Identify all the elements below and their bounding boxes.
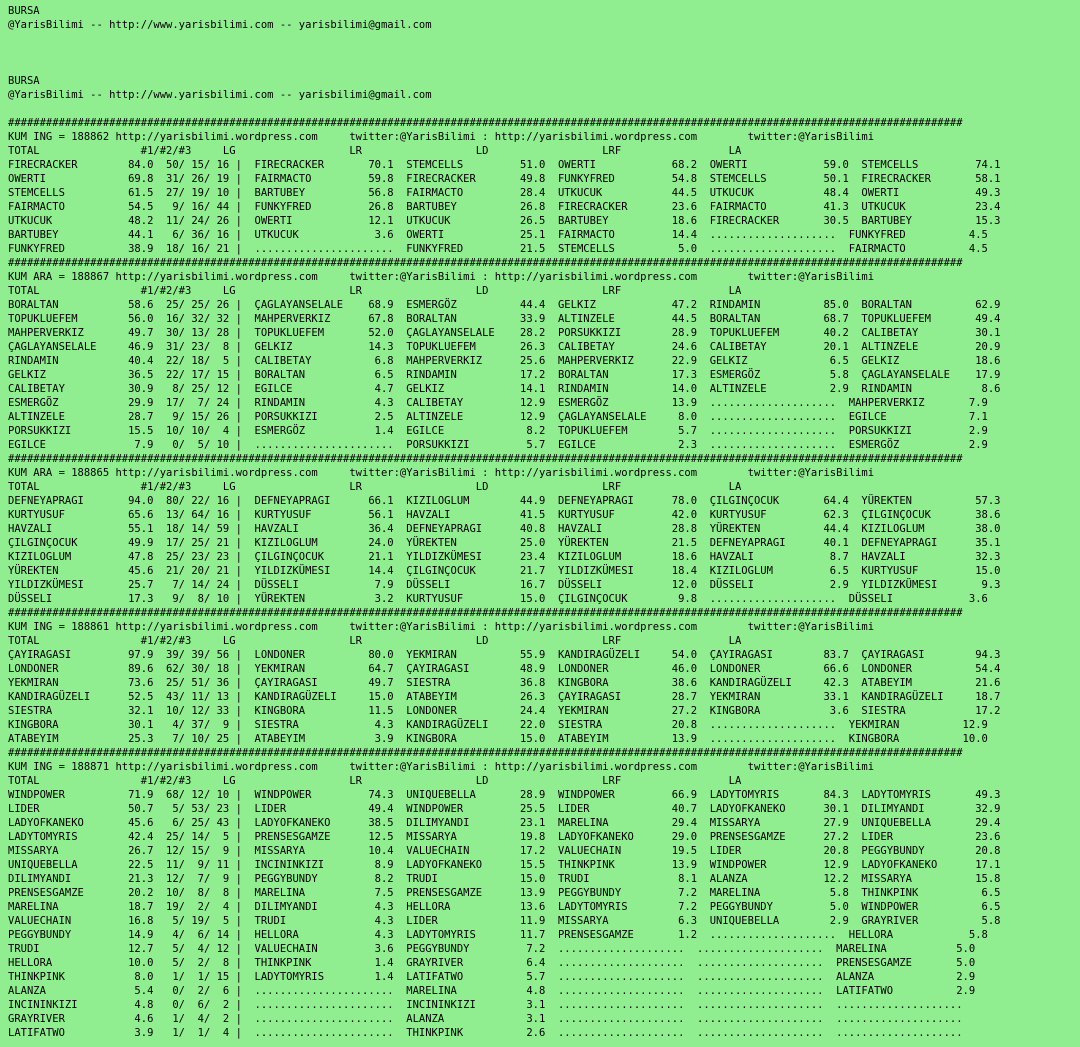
spacer <box>8 46 1072 60</box>
race-header-line: KUM ING = 188861 http://yarisbilimi.wordpress.com twitter:@YarisBilimi : http://yarisbilimi.wordpress.com twitter:@YarisBilimi <box>8 621 875 633</box>
result-row: LADYTOMYRIS 42.4 25/ 14/ 5 | PRENSESGAMZE 12.5 MISSARYA 19.8 LADYOFKANEKO 29.0 PRENSESGAMZE 27.2 LIDER 23.6 <box>8 831 1001 843</box>
result-row: YILDIZKÜMESI 25.7 7/ 14/ 24 | DÜSSELI 7.9 DÜSSELI 16.7 DÜSSELI 12.0 DÜSSELI 2.9 YILDIZKÜMESI 9.3 <box>8 579 1001 591</box>
result-row: FAIRMACTO 54.5 9/ 16/ 44 | FUNKYFRED 26.8 BARTUBEY 26.8 FIRECRACKER 23.6 FAIRMACTO 41.3 UTKUCUK 23.4 <box>8 201 1001 213</box>
result-row: ALANZA 5.4 0/ 2/ 6 | ...................... MARELINA 4.8 .................... .................... LATIFATWO 2.9 <box>8 985 976 997</box>
column-header-line: TOTAL #1/#2/#3 LG LR LD LRF LA <box>8 285 742 297</box>
result-row: KANDIRAGÜZELI 52.5 43/ 11/ 13 | KANDIRAGÜZELI 15.0 ATABEYIM 26.3 ÇAYIRAGASI 28.7 YEKMIRAN 33.1 KANDIRAGÜZELI 18.7 <box>8 691 1001 703</box>
result-row: KIZILOGLUM 47.8 25/ 23/ 23 | ÇILGINÇOCUK 21.1 YILDIZKÜMESI 23.4 KIZILOGLUM 18.6 HAVZALI 8.7 HAVZALI 32.3 <box>8 551 1001 563</box>
result-row: FUNKYFRED 38.9 18/ 16/ 21 | ...................... FUNKYFRED 21.5 STEMCELLS 5.0 .................... FAIRMACTO 4.5 <box>8 243 988 255</box>
column-header-line: TOTAL #1/#2/#3 LG LR LD LRF LA <box>8 775 742 787</box>
report-title: BURSA <box>8 5 40 17</box>
report-contact-repeat: @YarisBilimi -- http://www.yarisbilimi.com -- yarisbilimi@gmail.com <box>8 89 432 101</box>
column-header-line: TOTAL #1/#2/#3 LG LR LD LRF LA <box>8 481 742 493</box>
result-row: VALUECHAIN 16.8 5/ 19/ 5 | TRUDI 4.3 LIDER 11.9 MISSARYA 6.3 UNIQUEBELLA 2.9 GRAYRIVER 5.8 <box>8 915 1001 927</box>
report-body <box>8 116 1072 1040</box>
result-row: HAVZALI 55.1 18/ 14/ 59 | HAVZALI 36.4 DEFNEYAPRAGI 40.8 HAVZALI 28.8 YÜREKTEN 44.4 KIZILOGLUM 38.0 <box>8 523 1001 535</box>
result-row: LIDER 50.7 5/ 53/ 23 | LIDER 49.4 WINDPOWER 25.5 LIDER 40.7 LADYOFKANEKO 30.1 DILIMYANDI 32.9 <box>8 803 1001 815</box>
result-row: KURTYUSUF 65.6 13/ 64/ 16 | KURTYUSUF 56.1 HAVZALI 41.5 KURTYUSUF 42.0 KURTYUSUF 62.3 ÇILGINÇOCUK 38.6 <box>8 509 1001 521</box>
result-row: ESMERGÖZ 29.9 17/ 7/ 24 | RINDAMIN 4.3 CALIBETAY 12.9 ESMERGÖZ 13.9 .................... MAHPERVERKIZ 7.9 <box>8 397 988 409</box>
result-row: MAHPERVERKIZ 49.7 30/ 13/ 28 | TOPUKLUEFEM 52.0 ÇAGLAYANSELALE 28.2 PORSUKKIZI 28.9 TOPUKLUEFEM 40.2 CALIBETAY 30.1 <box>8 327 1001 339</box>
result-row: PRENSESGAMZE 20.2 10/ 8/ 8 | MARELINA 7.5 PRENSESGAMZE 13.9 PEGGYBUNDY 7.2 MARELINA 5.8 THINKPINK 6.5 <box>8 887 1001 899</box>
result-row: ÇAYIRAGASI 97.9 39/ 39/ 56 | LONDONER 80.0 YEKMIRAN 55.9 KANDIRAGÜZELI 54.0 ÇAYIRAGASI 83.7 ÇAYIRAGASI 94.3 <box>8 649 1001 661</box>
result-row: LATIFATWO 3.9 1/ 1/ 4 | ...................... THINKPINK 2.6 .................... .................... .................... <box>8 1027 963 1039</box>
separator-line: ####################################################################################################################################################### <box>8 453 963 465</box>
report-title-repeat: BURSA <box>8 75 40 87</box>
result-row: WINDPOWER 71.9 68/ 12/ 10 | WINDPOWER 74.3 UNIQUEBELLA 28.9 WINDPOWER 66.9 LADYTOMYRIS 84.3 LADYTOMYRIS 49.3 <box>8 789 1001 801</box>
result-row: GELKIZ 36.5 22/ 17/ 15 | BORALTAN 6.5 RINDAMIN 17.2 BORALTAN 17.3 ESMERGÖZ 5.8 ÇAGLAYANSELALE 17.9 <box>8 369 1001 381</box>
result-row: DILIMYANDI 21.3 12/ 7/ 9 | PEGGYBUNDY 8.2 TRUDI 15.0 TRUDI 8.1 ALANZA 12.2 MISSARYA 15.8 <box>8 873 1001 885</box>
result-row: OWERTI 69.8 31/ 26/ 19 | FAIRMACTO 59.8 FIRECRACKER 49.8 FUNKYFRED 54.8 STEMCELLS 50.1 FIRECRACKER 58.1 <box>8 173 1001 185</box>
result-row: LADYOFKANEKO 45.6 6/ 25/ 43 | LADYOFKANEKO 38.5 DILIMYANDI 23.1 MARELINA 29.4 MISSARYA 27.9 UNIQUEBELLA 29.4 <box>8 817 1001 829</box>
result-row: MISSARYA 26.7 12/ 15/ 9 | MISSARYA 10.4 VALUECHAIN 17.2 VALUECHAIN 19.5 LIDER 20.8 PEGGYBUNDY 20.8 <box>8 845 1001 857</box>
result-row: SIESTRA 32.1 10/ 12/ 33 | KINGBORA 11.5 LONDONER 24.4 YEKMIRAN 27.2 KINGBORA 3.6 SIESTRA 17.2 <box>8 705 1001 717</box>
result-row: UTKUCUK 48.2 11/ 24/ 26 | OWERTI 12.1 UTKUCUK 26.5 BARTUBEY 18.6 FIRECRACKER 30.5 BARTUBEY 15.3 <box>8 215 1001 227</box>
report-contact: @YarisBilimi -- http://www.yarisbilimi.com -- yarisbilimi@gmail.com <box>8 19 432 31</box>
race-header-line: KUM ARA = 188867 http://yarisbilimi.wordpress.com twitter:@YarisBilimi : http://yarisbilimi.wordpress.com twitter:@YarisBilimi <box>8 271 875 283</box>
spacer <box>8 102 1072 116</box>
separator-line: ####################################################################################################################################################### <box>8 607 963 619</box>
result-row: ÇAGLAYANSELALE 46.9 31/ 23/ 8 | GELKIZ 14.3 TOPUKLUEFEM 26.3 CALIBETAY 24.6 CALIBETAY 20.1 ALTINZELE 20.9 <box>8 341 1001 353</box>
result-row: ALTINZELE 28.7 9/ 15/ 26 | PORSUKKIZI 2.5 ALTINZELE 12.9 ÇAGLAYANSELALE 8.0 .................... EGILCE 7.1 <box>8 411 988 423</box>
separator-line: ####################################################################################################################################################### <box>8 747 963 759</box>
result-row: ÇILGINÇOCUK 49.9 17/ 25/ 21 | KIZILOGLUM 24.0 YÜREKTEN 25.0 YÜREKTEN 21.5 DEFNEYAPRAGI 40.1 DEFNEYAPRAGI 35.1 <box>8 537 1001 549</box>
result-row: EGILCE 7.9 0/ 5/ 10 | ...................... PORSUKKIZI 5.7 EGILCE 2.3 .................... ESMERGÖZ 2.9 <box>8 439 988 451</box>
result-row: BORALTAN 58.6 25/ 25/ 26 | ÇAGLAYANSELALE 68.9 ESMERGÖZ 44.4 GELKIZ 47.2 RINDAMIN 85.0 BORALTAN 62.9 <box>8 299 1001 311</box>
column-header-line: TOTAL #1/#2/#3 LG LR LD LRF LA <box>8 145 742 157</box>
result-row: STEMCELLS 61.5 27/ 19/ 10 | BARTUBEY 56.8 FAIRMACTO 28.4 UTKUCUK 44.5 UTKUCUK 48.4 OWERTI 49.3 <box>8 187 1001 199</box>
spacer <box>8 60 1072 74</box>
result-row: FIRECRACKER 84.0 50/ 15/ 16 | FIRECRACKER 70.1 STEMCELLS 51.0 OWERTI 68.2 OWERTI 59.0 STEMCELLS 74.1 <box>8 159 1001 171</box>
result-row: HELLORA 10.0 5/ 2/ 8 | THINKPINK 1.4 GRAYRIVER 6.4 .................... .................... PRENSESGAMZE 5.0 <box>8 957 976 969</box>
result-row: INCININKIZI 4.8 0/ 6/ 2 | ...................... INCININKIZI 3.1 .................... .................... .................... <box>8 999 963 1011</box>
result-row: YÜREKTEN 45.6 21/ 20/ 21 | YILDIZKÜMESI 14.4 ÇILGINÇOCUK 21.7 YILDIZKÜMESI 18.4 KIZILOGLUM 6.5 KURTYUSUF 15.0 <box>8 565 1001 577</box>
result-row: PEGGYBUNDY 14.9 4/ 6/ 14 | HELLORA 4.3 LADYTOMYRIS 11.7 PRENSESGAMZE 1.2 .................... HELLORA 5.8 <box>8 929 988 941</box>
result-row: PORSUKKIZI 15.5 10/ 10/ 4 | ESMERGÖZ 1.4 EGILCE 8.2 TOPUKLUEFEM 5.7 .................... PORSUKKIZI 2.9 <box>8 425 988 437</box>
result-row: MARELINA 18.7 19/ 2/ 4 | DILIMYANDI 4.3 HELLORA 13.6 LADYTOMYRIS 7.2 PEGGYBUNDY 5.0 WINDPOWER 6.5 <box>8 901 1001 913</box>
result-row: BARTUBEY 44.1 6/ 36/ 16 | UTKUCUK 3.6 OWERTI 25.1 FAIRMACTO 14.4 .................... FUNKYFRED 4.5 <box>8 229 988 241</box>
result-row: GRAYRIVER 4.6 1/ 4/ 2 | ...................... ALANZA 3.1 .................... .................... .................... <box>8 1013 963 1025</box>
result-row: KINGBORA 30.1 4/ 37/ 9 | SIESTRA 4.3 KANDIRAGÜZELI 22.0 SIESTRA 20.8 .................... YEKMIRAN 12.9 <box>8 719 988 731</box>
result-row: YEKMIRAN 73.6 25/ 51/ 36 | ÇAYIRAGASI 49.7 SIESTRA 36.8 KINGBORA 38.6 KANDIRAGÜZELI 42.3 ATABEYIM 21.6 <box>8 677 1001 689</box>
race-header-line: KUM ING = 188871 http://yarisbilimi.wordpress.com twitter:@YarisBilimi : http://yarisbilimi.wordpress.com twitter:@YarisBilimi <box>8 761 875 773</box>
result-row: DEFNEYAPRAGI 94.0 80/ 22/ 16 | DEFNEYAPRAGI 66.1 KIZILOGLUM 44.9 DEFNEYAPRAGI 78.0 ÇILGINÇOCUK 64.4 YÜREKTEN 57.3 <box>8 495 1001 507</box>
result-row: DÜSSELI 17.3 9/ 8/ 10 | YÜREKTEN 3.2 KURTYUSUF 15.0 ÇILGINÇOCUK 9.8 .................... DÜSSELI 3.6 <box>8 593 988 605</box>
separator-line: ####################################################################################################################################################### <box>8 257 963 269</box>
race-header-line: KUM ARA = 188865 http://yarisbilimi.wordpress.com twitter:@YarisBilimi : http://yarisbilimi.wordpress.com twitter:@YarisBilimi <box>8 467 875 479</box>
result-row: RINDAMIN 40.4 22/ 18/ 5 | CALIBETAY 6.8 MAHPERVERKIZ 25.6 MAHPERVERKIZ 22.9 GELKIZ 6.5 GELKIZ 18.6 <box>8 355 1001 367</box>
result-row: TRUDI 12.7 5/ 4/ 12 | VALUECHAIN 3.6 PEGGYBUNDY 7.2 .................... .................... MARELINA 5.0 <box>8 943 976 955</box>
result-row: THINKPINK 8.0 1/ 1/ 15 | LADYTOMYRIS 1.4 LATIFATWO 5.7 .................... .................... ALANZA 2.9 <box>8 971 976 983</box>
separator-line: ####################################################################################################################################################### <box>8 117 963 129</box>
result-row: LONDONER 89.6 62/ 30/ 18 | YEKMIRAN 64.7 ÇAYIRAGASI 48.9 LONDONER 46.0 LONDONER 66.6 LONDONER 54.4 <box>8 663 1001 675</box>
column-header-line: TOTAL #1/#2/#3 LG LR LD LRF LA <box>8 635 742 647</box>
result-row: CALIBETAY 30.9 8/ 25/ 12 | EGILCE 4.7 GELKIZ 14.1 RINDAMIN 14.0 ALTINZELE 2.9 RINDAMIN 8.6 <box>8 383 1001 395</box>
result-row: TOPUKLUEFEM 56.0 16/ 32/ 32 | MAHPERVERKIZ 67.8 BORALTAN 33.9 ALTINZELE 44.5 BORALTAN 68.7 TOPUKLUEFEM 49.4 <box>8 313 1001 325</box>
race-header-line: KUM ING = 188862 http://yarisbilimi.wordpress.com twitter:@YarisBilimi : http://yarisbilimi.wordpress.com twitter:@YarisBilimi <box>8 131 875 143</box>
spacer <box>8 32 1072 46</box>
result-row: UNIQUEBELLA 22.5 11/ 9/ 11 | INCININKIZI 8.9 LADYOFKANEKO 15.5 THINKPINK 13.9 WINDPOWER 12.9 LADYOFKANEKO 17.1 <box>8 859 1001 871</box>
result-row: ATABEYIM 25.3 7/ 10/ 25 | ATABEYIM 3.9 KINGBORA 15.0 ATABEYIM 13.9 .................... KINGBORA 10.0 <box>8 733 988 745</box>
